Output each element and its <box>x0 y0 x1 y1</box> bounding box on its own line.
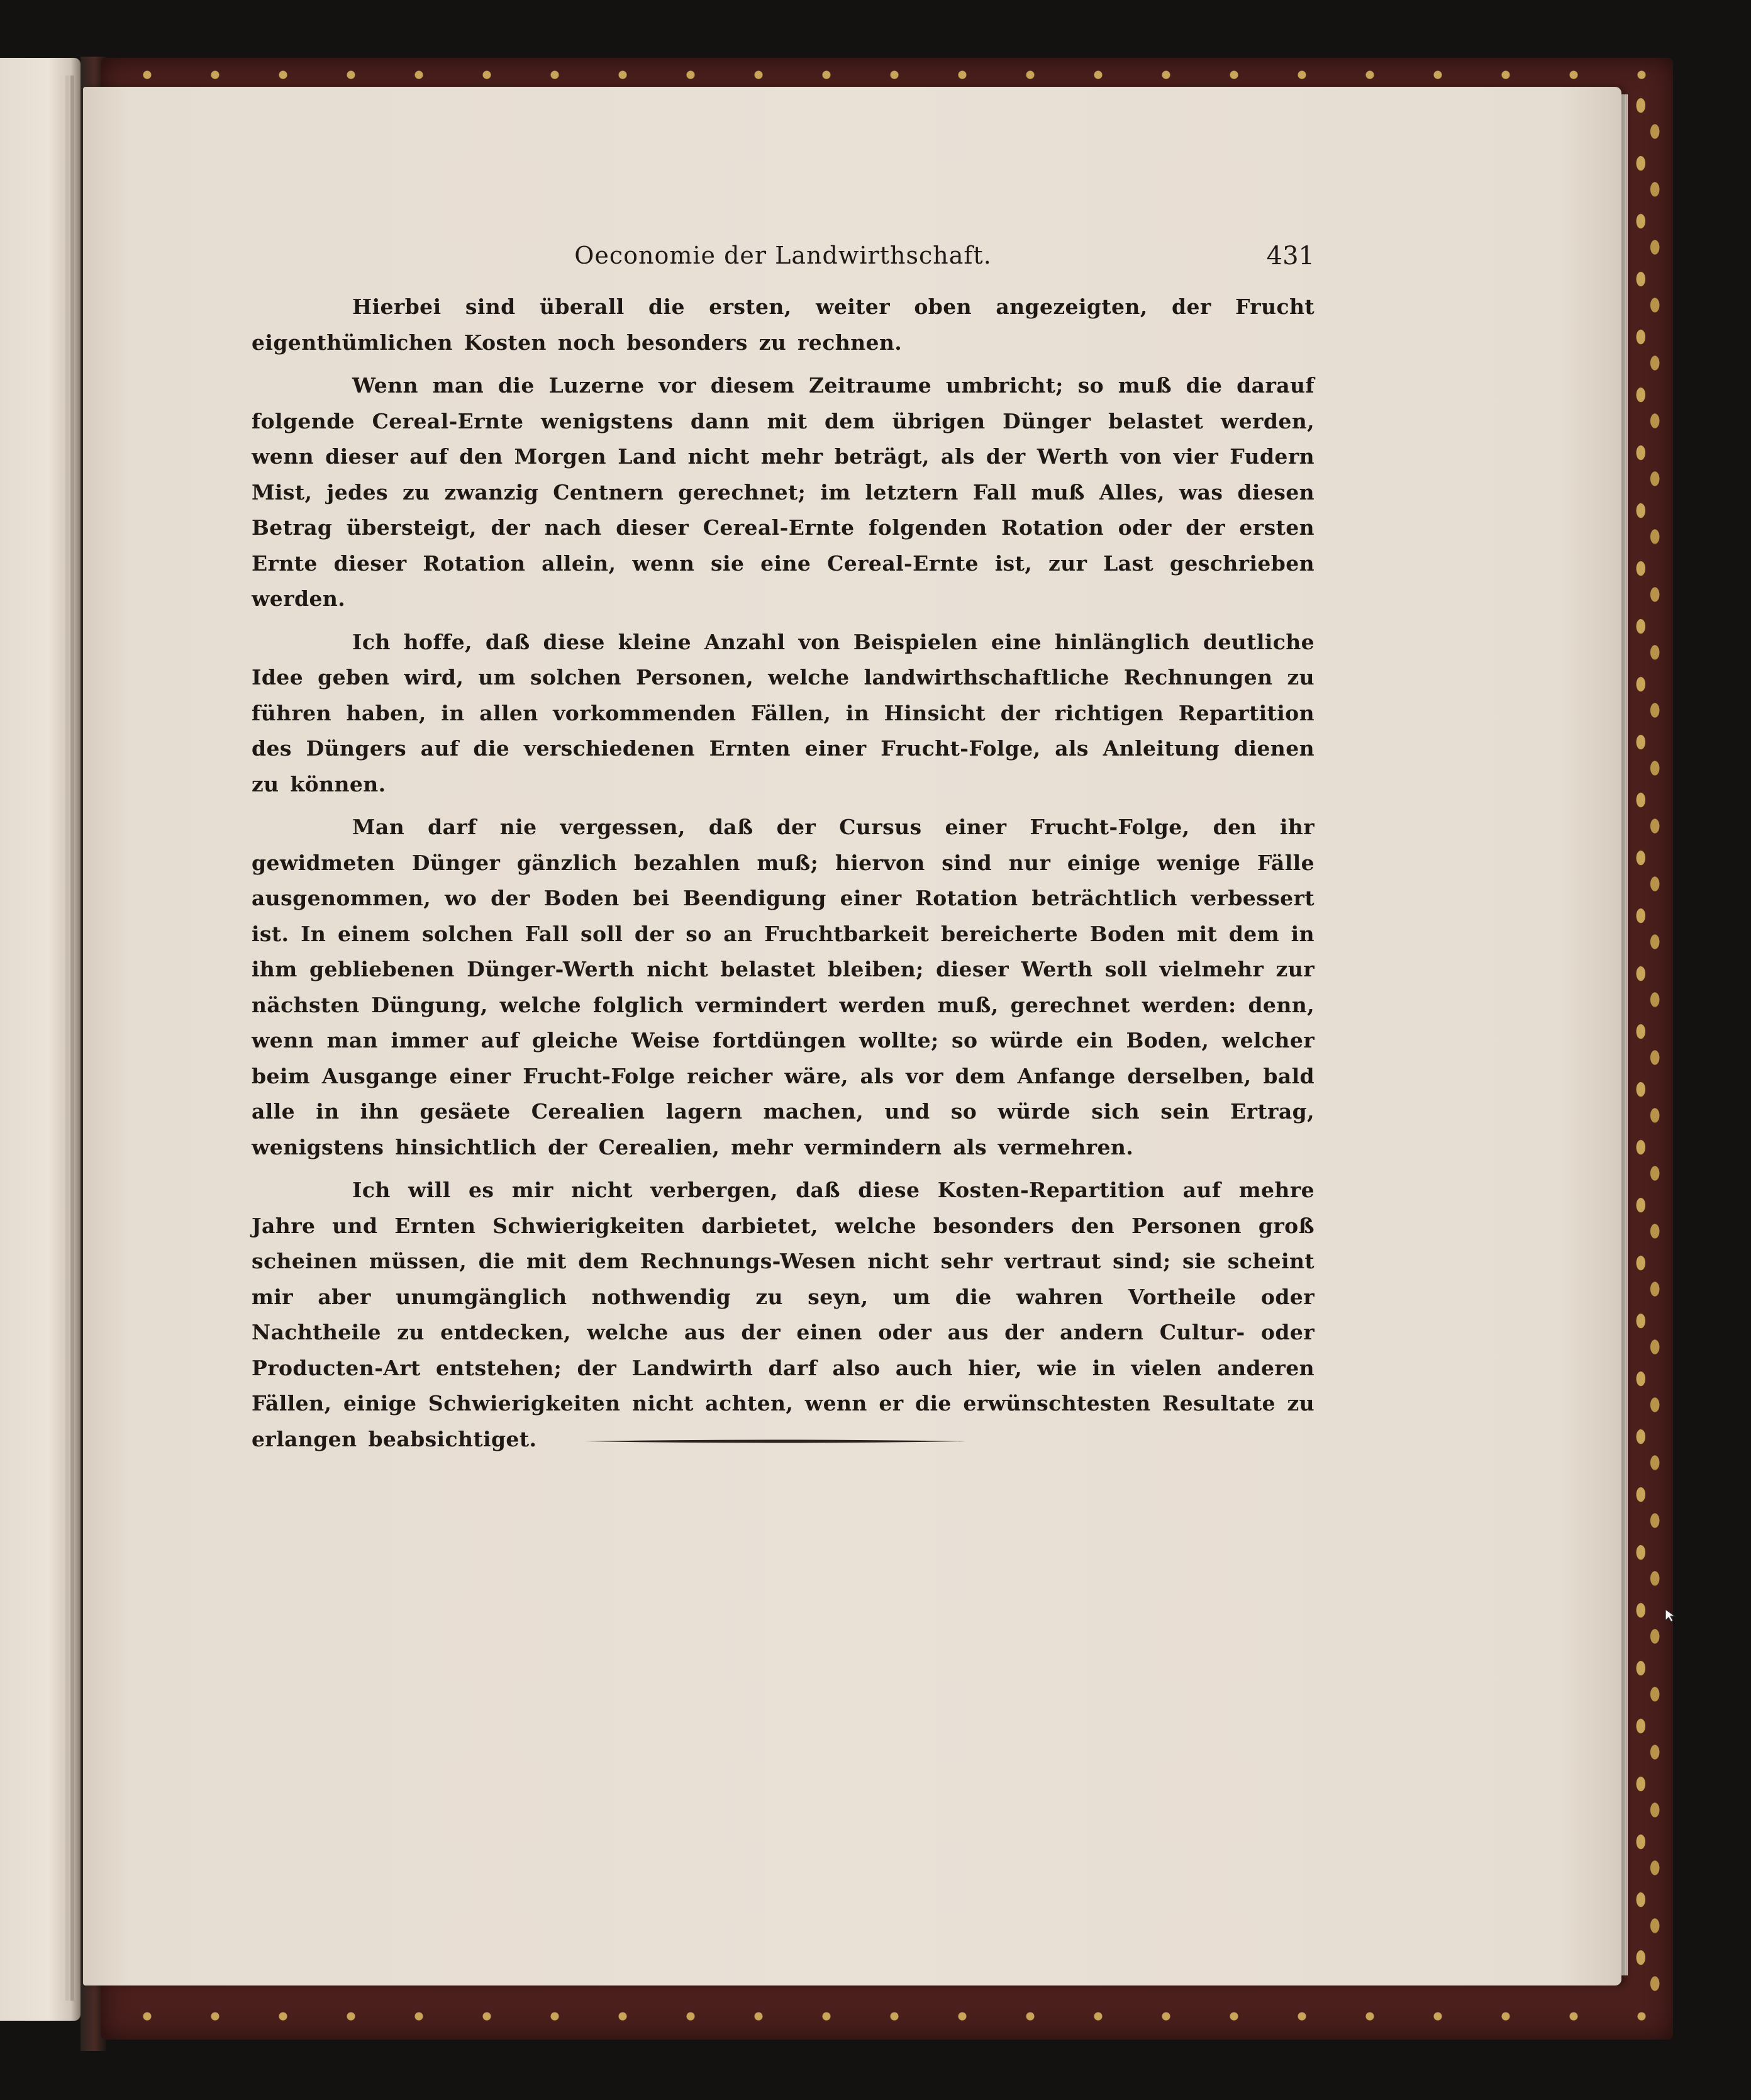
gilt-border-bottom <box>113 2003 1667 2030</box>
paragraph-2: Wenn man die Luzerne vor diesem Zeitraume umbricht; so muß die darauf folgende Cereal-Ernte wenigstens dann mit dem übrigen Dünger belastet werden, wenn dieser auf den Morgen Land nicht mehr beträgt, als der Werth von vier Fudern Mist, jedes zu zwanzig Centnern gerechnet; im letztern Fall muß Alles, was diesen Betrag übersteigt, der nach dieser Cereal-Ernte folgenden Rotation oder der ersten Ernte dieser Rotation allein, wenn sie eine Cereal-Ernte ist, zur Last geschrieben werden. <box>252 373 1315 611</box>
paragraph-3: Ich hoffe, daß diese kleine Anzahl von Beispielen eine hinlänglich deutliche Idee geben wird, um solchen Personen, welche landwirthschaftliche Rechnungen zu führen haben, in allen vorkommenden Fällen, in Hinsicht der richtigen Repartition des Düngers auf die verschiedenen Ernten einer Frucht-Folge, als Anleitung dienen zu können. <box>252 629 1315 796</box>
page-text-block <box>252 242 1315 1465</box>
end-ornament-rule <box>585 1439 966 1444</box>
paragraph-1: Hierbei sind überall die ersten, weiter oben angezeigten, der Frucht eigenthümlichen Kosten noch besonders zu rechnen. <box>252 294 1315 355</box>
page-number: 431 <box>1266 242 1315 271</box>
previous-page-edge <box>0 58 81 2021</box>
running-title: Oeconomie der Landwirthschaft. <box>574 242 992 269</box>
gilt-border-right <box>1630 88 1665 2007</box>
mouse-pointer-icon <box>1664 1608 1677 1623</box>
page-header <box>252 242 1315 283</box>
previous-page-leaves <box>60 75 64 2001</box>
page-edges <box>1621 94 1628 1975</box>
gilt-border-top <box>113 62 1667 88</box>
paragraph-4: Man darf nie vergessen, daß der Cursus einer Frucht-Folge, den ihr gewidmeten Dünger gänzlich bezahlen muß; hiervon sind nur einige wenige Fälle ausgenommen, wo der Boden bei Beendigung einer Rotation beträchtlich verbessert ist. In einem solchen Fall soll der so an Fruchtbarkeit bereicherte Boden mit dem in ihm gebliebenen Dünger-Werth nicht belastet bleiben; dieser Werth soll vielmehr zur nächsten Düngung, welche folglich vermindert werden muß, gerechnet werden: denn, wenn man immer auf gleiche Weise fortdüngen wollte; so würde ein Boden, welcher beim Ausgange einer Frucht-Folge reicher wäre, als vor dem Anfange derselben, bald alle in ihn gesäete Cerealien lagern machen, und so würde sich sein Ertrag, wenigstens hinsichtlich der Cerealien, mehr vermindern als vermehren. <box>252 815 1315 1159</box>
paragraph-5: Ich will es mir nicht verbergen, daß diese Kosten-Repartition auf mehre Jahre und Ernten Schwierigkeiten darbietet, welche besonders den Personen groß scheinen müssen, die mit dem Rechnungs-Wesen nicht sehr vertraut sind; sie scheint mir aber unumgänglich nothwendig zu seyn, um die wahren Vortheile oder Nachtheile zu entdecken, welche aus der einen oder aus der andern Cultur- oder Producten-Art entstehen; der Landwirth darf also auch hier, wie in vielen anderen Fällen, einige Schwierigkeiten nicht achten, wenn er die erwünschtesten Resultate zu erlangen beabsichtiget. <box>252 1178 1315 1451</box>
